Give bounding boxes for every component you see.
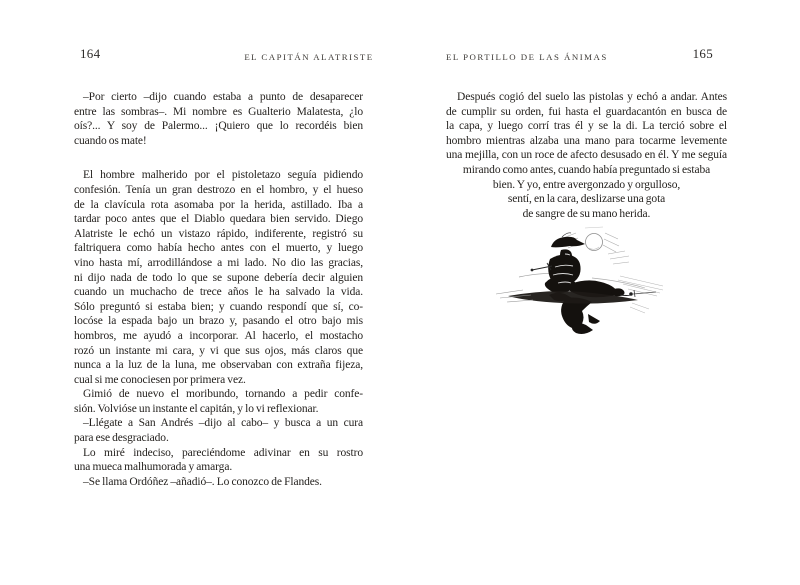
alatriste-illustration <box>492 226 692 342</box>
text-line: bien. Y yo, entre avergonzado y orgulloso, <box>492 178 681 191</box>
text-line: nunca a la luz de la luna, me observaban con extraña fijeza, <box>74 359 363 372</box>
text-line: locóse la espada bajo un brazo y, pasando el otro bajo mis <box>74 315 363 328</box>
text-line: hombros, me ayudó a incorporar. Al hacerlo, el mostacho <box>74 329 363 342</box>
text-line: Gimió de nuevo el moribundo, tornando a pedir confe- <box>83 388 363 401</box>
left-page-number: 164 <box>80 46 101 61</box>
text-line: cuando os mate! <box>74 134 147 147</box>
text-line: sentí, en la cara, deslizarse una gota <box>507 193 666 206</box>
text-line: Después cogió del suelo las pistolas y echó a andar. Antes <box>457 91 727 103</box>
hat <box>551 237 585 248</box>
text-line: tardar poco antes que el Diablo quedara bien servido. Diego <box>74 213 363 226</box>
text-line: una mejilla, con un roce de afecto desusado en él. Y me seguía <box>446 149 727 162</box>
text-line: –Llégate a San Andrés –dijo al cabo– y busca a un cura <box>83 417 363 430</box>
text-line: una mueca malhumorada y amarga. <box>74 461 233 474</box>
text-line: de cumplir su orden, fui hasta el guardacantón en busca de <box>446 105 727 118</box>
text-line: El hombre malherido por el pistoletazo seguía pidiendo <box>83 169 363 182</box>
text-line: cuando un muchacho de trece años le ha salvado la vida. <box>74 286 363 299</box>
text-line: Alatriste le echó un vistazo rápido, indiferente, registró su <box>74 227 363 240</box>
text-line: de la clavícula rota asomaba por la herida, astillado. Iba a <box>74 198 363 211</box>
text-line: ni dijo nada de todo lo que se supone debería decir alguien <box>74 271 363 284</box>
text-line: faltriquera como había hecho antes con el muerto, y luego <box>74 242 363 255</box>
right-running-header: EL PORTILLO DE LAS ÁNIMAS <box>446 52 608 62</box>
paragraph <box>74 446 363 475</box>
text-line: Sólo preguntó si estaba bien; y cuando respondí que sí, co- <box>74 300 363 313</box>
text-line: cual si me conociesen por primera vez. <box>74 373 246 386</box>
text-line: –Por cierto –dijo cuando estaba a punto de desaparecer <box>83 91 363 103</box>
text-line: –Se llama Ordóñez –añadió–. Lo conozco de Flandes. <box>83 475 322 488</box>
text-line: para ese desgraciado. <box>74 432 169 445</box>
paragraph <box>446 90 727 221</box>
text-line: Lo miré indeciso, pareciéndome adivinar en su rostro <box>83 446 363 459</box>
text-line: entre las sombras–. Mi nombre es Gualterio Malatesta, ¿lo <box>74 105 363 118</box>
right-page-text <box>446 90 727 221</box>
sword-of-fallen-man <box>620 290 656 297</box>
text-line: de sangre de su mano herida. <box>522 207 651 220</box>
text-line: vino hasta mí, arrodillándose a mi lado. No dio las gracias, <box>74 256 363 269</box>
paragraph <box>74 90 363 148</box>
text-line: oís?... Y soy de Palermo... ¡Quiero que lo recordéis bien <box>74 120 363 133</box>
text-line: confesión. Tenía un gran destrozo en el hombro, y el hueso <box>74 183 363 196</box>
text-line: la capa, y luego corrí tras él y se la di. La terció sobre el <box>446 120 727 133</box>
right-page-number: 165 <box>692 46 713 61</box>
paragraph <box>74 416 363 445</box>
text-line: hombro mientras alzaba una mano para tocarme levemente <box>446 134 727 147</box>
paragraph <box>74 475 363 490</box>
paragraph <box>74 168 363 387</box>
left-page-text <box>74 90 363 489</box>
text-line: mirando como antes, cuando había preguntado si estaba <box>462 163 711 176</box>
left-running-header: EL CAPITÁN ALATRISTE <box>244 52 374 62</box>
paragraph <box>74 387 363 416</box>
moon-icon <box>586 234 603 251</box>
text-line: sión. Volvióse un instante el capitán, y lo vi reflexionar. <box>74 402 319 415</box>
fallen-man-figure <box>561 280 624 334</box>
text-line: rozó un instante mi cara, y vi que sus ojos, más claros que <box>74 344 363 357</box>
